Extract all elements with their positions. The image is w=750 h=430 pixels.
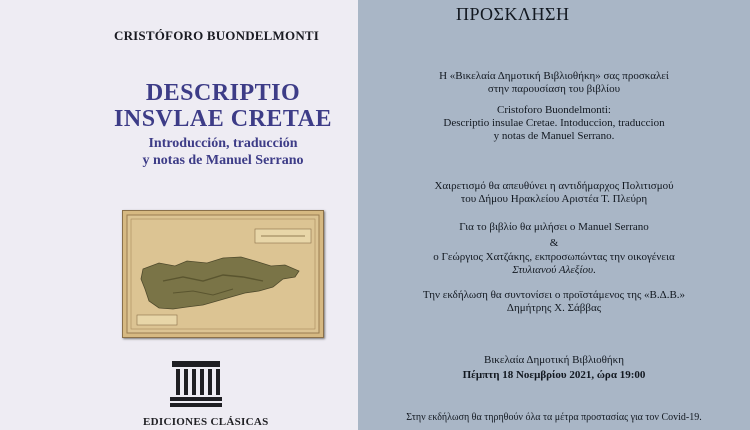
book-title-line: y notas de Manuel Serrano. bbox=[493, 130, 615, 142]
cover-subtitle-line: y notas de Manuel Serrano bbox=[142, 153, 304, 168]
cover-title-line: INSVLAE CRETAE bbox=[114, 106, 332, 132]
book-title-line: Cristoforo Buondelmonti: bbox=[497, 104, 611, 116]
book-title-line: Descriptio insulae Cretae. Intoduccion, traduccion bbox=[443, 117, 665, 129]
cover-subtitle-line: Introducción, traducción bbox=[148, 136, 298, 151]
cover-author: CRISTÓFORO BUONDELMONTI bbox=[114, 28, 320, 43]
cover-publisher: EDICIONES CLÁSICAS bbox=[143, 416, 269, 428]
invitation-intro bbox=[358, 70, 750, 96]
invitation-speaker-1: Για το βιβλίο θα μιλήσει ο Manuel Serrano bbox=[459, 221, 649, 233]
invitation-intro-line: Η «Βικελαία Δημοτική Βιβλιοθήκη» σας προσκαλεί bbox=[439, 70, 669, 82]
speaker-2-family: Στυλιανού Αλεξίου bbox=[512, 264, 594, 276]
invitation-speaker-2 bbox=[358, 251, 750, 277]
invitation-intro-line: στην παρουσίαση του βιβλίου bbox=[487, 83, 621, 95]
invitation-heading: ΠΡΟΣΚΛΗΣΗ bbox=[456, 4, 570, 24]
invitation-venue: Βικελαία Δημοτική Βιβλιοθήκη bbox=[484, 354, 624, 366]
greeting-line: του Δήμου Ηρακλείου Αριστέα Τ. Πλεύρη bbox=[460, 193, 648, 205]
moderator-line: Δημήτρης Χ. Σάββας bbox=[506, 302, 602, 314]
invitation-book-title bbox=[358, 104, 750, 143]
cover-subtitle bbox=[96, 135, 350, 169]
speaker-2-family-line bbox=[358, 264, 750, 277]
cover-title bbox=[96, 80, 350, 132]
invitation-datetime: Πέμπτη 18 Νοεμβρίου 2021, ώρα 19:00 bbox=[462, 369, 646, 381]
greeting-line: Χαιρετισμό θα απευθύνει η αντιδήμαρχος Πολιτισμού bbox=[434, 180, 674, 192]
invitation-moderator bbox=[358, 289, 750, 315]
invitation-ampersand: & bbox=[549, 237, 559, 249]
crete-map-image bbox=[122, 210, 324, 338]
invitation-greeting bbox=[358, 180, 750, 206]
publisher-logo bbox=[170, 359, 222, 409]
book-cover bbox=[0, 0, 358, 430]
speaker-2-line: ο Γεώργιος Χατζάκης, εκπροσωπώντας την οικογένεια bbox=[433, 251, 675, 263]
moderator-line: Την εκδήλωση θα συντονίσει ο προϊστάμενος της «Β.Δ.Β.» bbox=[422, 289, 686, 301]
invitation-panel bbox=[358, 0, 750, 430]
cover-title-line: DESCRIPTIO bbox=[145, 80, 301, 106]
speaker-2-end: . bbox=[593, 264, 596, 276]
invitation-covid-note: Στην εκδήλωση θα τηρηθούν όλα τα μέτρα προστασίας για τον Covid-19. bbox=[406, 412, 702, 423]
